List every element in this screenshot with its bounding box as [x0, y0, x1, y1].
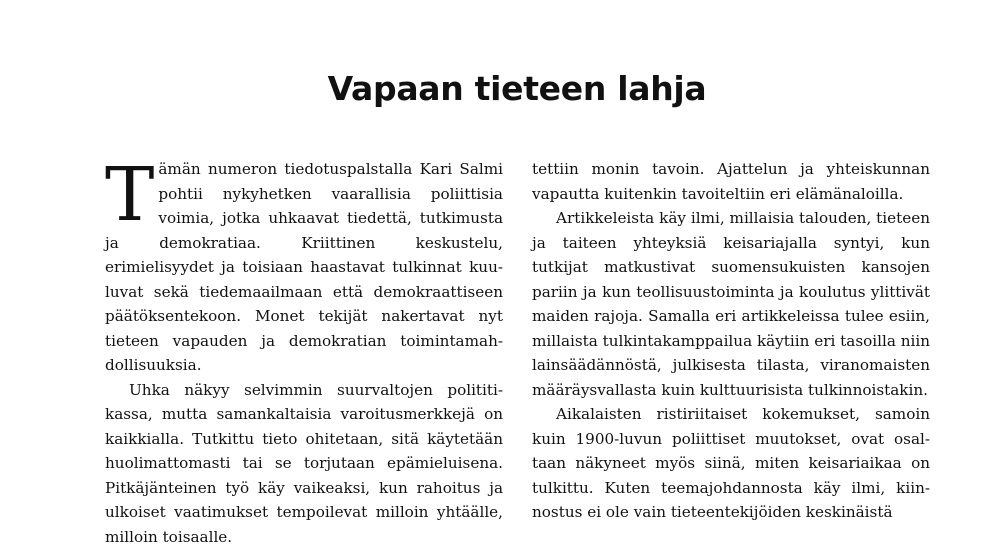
- article-title: Vapaan tieteen lahja: [327, 69, 707, 108]
- paragraph-continued: tettiin monin tavoin. Ajattelun ja yhteiskunnan vapautta kuitenkin tavoiteltiin eri elämänaloilla.: [532, 160, 930, 203]
- paragraph: Uhka näkyy selvimmin suurvaltojen polititikassa, mutta samankaltaisia varoitusmerkkejä on kaikkialla. Tutkittu tieto ohitetaan, sitä käytetään huolimattomasti tai se torjutaan epämieluisena. Pitkäjänteinen työ käy vaikeaksi, kun rahoitus ja ulkoiset vaatimukset tempoilevat milloin yhtäälle, milloin toisaalle.: [105, 380, 503, 546]
- left-column: [105, 152, 503, 549]
- paragraph-intro: [105, 152, 503, 378]
- drop-cap: T: [105, 152, 155, 238]
- paragraph: Artikkeleista käy ilmi, millaisia talouden, tieteen ja taiteen yhteyksiä keisariajalla syntyi, kun tutkijat matkustivat suomensukuisten kansojen pariin ja kun teollisuustoiminta ja koulutus ylittivät maiden rajoja. Samalla eri artikkeleissa tulee esiin, millaista tulkintakamppailua käytiin eri tasoilla niin lainsäädännöstä, julkisesta tilasta, viranomaisten määräysvallasta kuin kulttuurisista tulkinnoistakin.: [532, 209, 930, 399]
- paragraph: Aikalaisten ristiriitaiset kokemukset, samoin kuin 1900-luvun poliittiset muutokset, ovat osaltaan näkyneet myös siinä, miten keisariaikaa on tulkittu. Kuten teemajohdannosta käy ilmi, kiinnostus ei ole vain tieteentekijöiden keskinäistä: [532, 405, 930, 521]
- right-column: [532, 157, 930, 525]
- paragraph-intro-text: ämän numeron tiedotuspalstalla Kari Salmi pohtii nykyhetken vaarallisia poliittisia voimia, jotka uhkaavat tiedettä, tutkimusta ja demokratiaa. Kriittinen keskustelu, erimielisyydet ja toisiaan haastavat tulkinnat kuuluvat sekä tiedemaailmaan että demokraattiseen päätöksentekoon. Monet tekijät nakertavat nyt tieteen vapauden ja demokratian toimintamahdollisuuksia.: [105, 160, 503, 374]
